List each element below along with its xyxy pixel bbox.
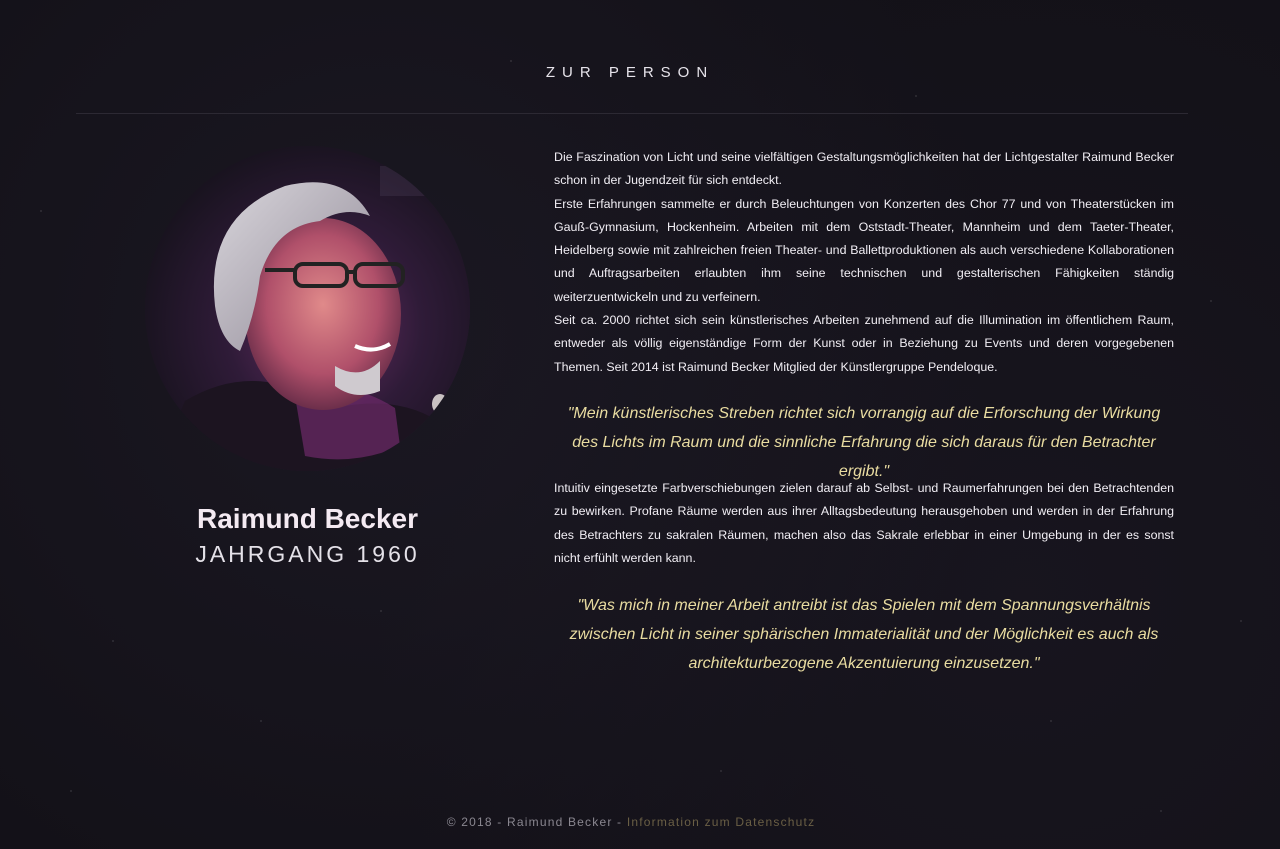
person-year: JAHRGANG 1960 (195, 541, 420, 567)
footer-copyright: © 2018 - Raimund Becker - (446, 815, 623, 829)
footer (0, 815, 1262, 829)
bio-paragraph: Die Faszination von Licht und seine vielfältigen Gestaltungsmöglichkeiten hat der Lichtgestalter Raimund Becker schon in der Jugendzeit für sich entdeckt. (554, 150, 1174, 188)
person-name: Raimund Becker (197, 503, 418, 534)
quote-1: "Mein künstlerisches Streben richtet sich vorrangig auf die Erforschung der Wirkung des Lichts im Raum und die sinnliche Erfahrung die sich daraus für den Betrachter ergibt." (567, 405, 1161, 480)
quote-2: "Was mich in meiner Arbeit antreibt ist das Spielen mit dem Spannungsverhältnis zwischen Licht in seiner sphärischen Immaterialität und der Möglichkeit es auch als architekturbezogene Akzentuierung einzusetzen." (569, 597, 1159, 672)
portrait-illustration (145, 146, 470, 471)
bio-paragraph: Erste Erfahrungen sammelte er durch Beleuchtungen von Konzerten des Chor 77 und von Theaterstücken im Gauß-Gymnasium, Hockenheim. Arbeiten mit dem Oststadt-Theater, Mannheim und dem Taeter-Theater, Heidelberg sowie mit zahlreichen freien Theater- und Ballettproduktionen als auch verschiedene Kollaborationen und Auftragsarbeiten erlaubten ihm seine technischen und gestalterischen Fähigkeiten ständig weiterzuentwickeln und zu verfeinern. (554, 196, 1174, 304)
bio-paragraph: Seit ca. 2000 richtet sich sein künstlerisches Arbeiten zunehmend auf die Illumination im öffentlichem Raum, entweder als völlig eigenständige Form der Kunst oder in Beziehung zu Events und deren vorgegebenen Themen. Seit 2014 ist Raimund Becker Mitglied der Künstlergruppe Pendeloque. (554, 313, 1174, 374)
portrait-photo (145, 146, 470, 471)
privacy-link[interactable]: Information zum Datenschutz (626, 815, 816, 829)
bio-text-2 (554, 477, 1174, 570)
section-title: ZUR PERSON (545, 64, 715, 81)
bio-paragraph: Intuitiv eingesetzte Farbverschiebungen zielen darauf ab Selbst- und Raumerfahrungen bei den Betrachtenden zu bewirken. Profane Räume werden aus ihrer Alltagsbedeutung herausgehoben und werden in der Erfahrung des Betrachters zu sakralen Räumen, machen also das Sakrale erlebbar in einer Umgebung in der es sonst nicht erfühlt werden kann. (554, 481, 1174, 565)
section-divider (76, 113, 1188, 114)
bio-text (554, 146, 1174, 379)
